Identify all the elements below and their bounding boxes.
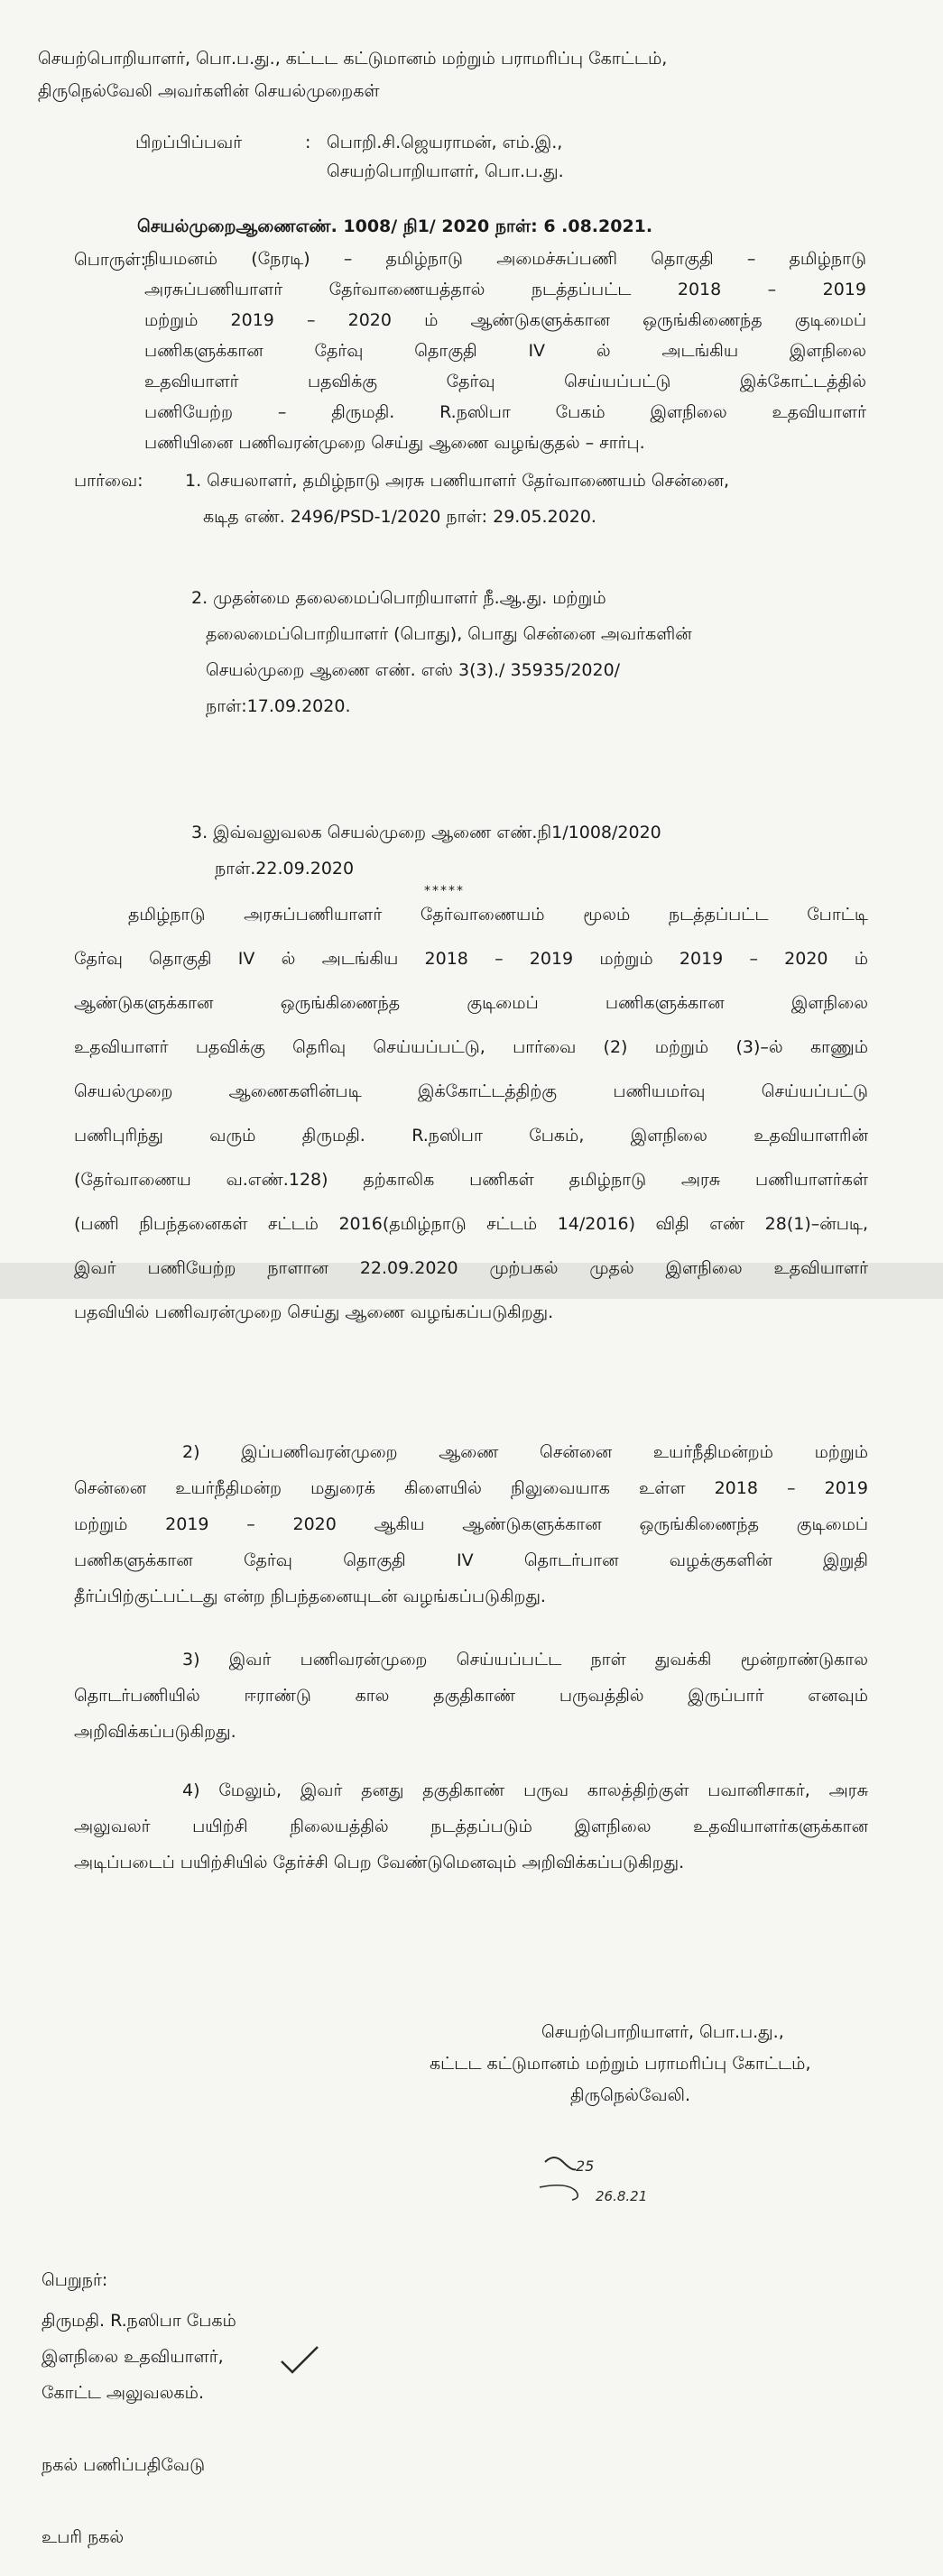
subject-line: உதவியாளர் பதவிக்கு தேர்வு செய்யப்பட்டு இக்கோட்டத்தில் <box>144 372 866 391</box>
recipient-office: கோட்ட அலுவலகம். <box>42 2383 204 2403</box>
section-separator: ***** <box>424 884 465 898</box>
paragraph-4 <box>74 1772 868 1881</box>
para3-line: அறிவிக்கப்படுகிறது. <box>74 1722 236 1742</box>
para4-line: அடிப்படைப் பயிற்சியில் தேர்ச்சி பெற வேண்டுமெனவும் அறிவிக்கப்படுகிறது. <box>74 1853 685 1872</box>
office-header-line2: திருநெல்வேலி அவர்களின் செயல்முறைகள் <box>38 81 380 101</box>
reference-2-line2: தலைமைப்பொறியாளர் (பொது), பொது சென்னை அவர்களின் <box>206 624 692 644</box>
para4-line: அலுவலர் பயிற்சி நிலையத்தில் நடத்தப்படும் இளநிலை உதவியாளர்களுக்கான <box>74 1817 868 1836</box>
issuer-designation: செயற்பொறியாளர், பொ.ப.து. <box>327 161 564 181</box>
reference-2-line1: 2. முதன்மை தலைமைப்பொறியாளர் நீ.ஆ.து. மற்றும் <box>191 588 606 608</box>
issuer-label: பிறப்பிப்பவர் <box>135 133 243 152</box>
subject-line: பணிகளுக்கான தேர்வு தொகுதி IV ல் அடங்கிய இளநிலை <box>144 341 866 361</box>
order-number: செயல்முறைஆணைஎண். 1008/ நி1/ 2020 நாள்: 6 .08.2021. <box>137 216 653 236</box>
body-line: பதவியில் பணிவரன்முறை செய்து ஆணை வழங்கப்படுகிறது. <box>74 1302 554 1322</box>
reference-2-line3: செயல்முறை ஆணை எண். எஸ் 3(3)./ 35935/2020/ <box>206 660 621 680</box>
handwritten-signature <box>540 2151 684 2214</box>
body-line: (தேர்வாணைய வ.எண்.128) தற்காலிக பணிகள் தமிழ்நாடு அரசு பணியாளர்கள் <box>74 1170 868 1190</box>
signature-division: கட்டட கட்டுமானம் மற்றும் பராமரிப்பு கோட்டம், <box>430 2054 811 2074</box>
issuer-separator: : <box>305 133 311 152</box>
recipient-label: பெறுநர்: <box>42 2270 108 2290</box>
subject-text <box>144 244 866 458</box>
signature-place: திருநெல்வேலி. <box>570 2085 690 2105</box>
reference-1-line2: கடித எண். 2496/PSD-1/2020 நாள்: 29.05.2020. <box>203 507 596 527</box>
body-paragraph <box>74 893 868 1335</box>
subject-line: நியமனம் (நேரடி) – தமிழ்நாடு அமைச்சுப்பணி தொகுதி – தமிழ்நாடு <box>144 249 866 269</box>
reference-1-line1: 1. செயலாளர், தமிழ்நாடு அரசு பணியாளர் தேர்வாணையம் சென்னை, <box>185 471 730 491</box>
body-line: செயல்முறை ஆணைகளின்படி இக்கோட்டத்திற்கு பணியமர்வு செய்யப்பட்டு <box>74 1081 868 1101</box>
para3-line: தொடர்பணியில் ஈராண்டு கால தகுதிகாண் பருவத்தில் இருப்பார் எனவும் <box>74 1686 868 1706</box>
copy-to: நகல் பணிப்பதிவேடு <box>42 2455 206 2475</box>
para2-line: பணிகளுக்கான தேர்வு தொகுதி IV தொடர்பான வழக்குகளின் இறுதி <box>74 1550 868 1570</box>
recipient-name: திருமதி. R.நஸிபா பேகம் <box>42 2311 236 2331</box>
para2-line: 2) இப்பணிவரன்முறை ஆணை சென்னை உயர்நீதிமன்றம் மற்றும் <box>182 1442 868 1462</box>
office-header-line1: செயற்பொறியாளர், பொ.ப.து., கட்டட கட்டுமானம் மற்றும் பராமரிப்பு கோட்டம், <box>38 49 668 69</box>
subject-line: பணியேற்ற – திருமதி. R.நஸிபா பேகம் இளநிலை உதவியாளர் <box>144 402 866 422</box>
para2-line: மற்றும் 2019 – 2020 ஆகிய ஆண்டுகளுக்கான ஒருங்கிணைந்த குடிமைப் <box>74 1514 868 1534</box>
subject-label: பொருள்: <box>74 250 147 270</box>
body-line: தமிழ்நாடு அரசுப்பணியாளர் தேர்வாணையம் மூலம் நடத்தப்பட்ட போட்டி <box>128 905 868 925</box>
paragraph-3 <box>74 1642 868 1750</box>
body-line: (பணி நிபந்தனைகள் சட்டம் 2016(தமிழ்நாடு சட்டம் 14/2016) விதி எண் 28(1)–ன்படி, <box>74 1214 868 1234</box>
copy-spare: உபரி நகல் <box>42 2527 125 2547</box>
reference-3-line2: நாள்.22.09.2020 <box>215 859 355 879</box>
body-line: இவர் பணியேற்ற நாளான 22.09.2020 முற்பகல் முதல் இளநிலை உதவியாளர் <box>74 1258 868 1278</box>
signature-date: 26.8.21 <box>596 2188 648 2204</box>
para2-line: தீர்ப்பிற்குட்பட்டது என்ற நிபந்தனையுடன் வழங்கப்படுகிறது. <box>74 1587 546 1606</box>
para4-line: 4) மேலும், இவர் தனது தகுதிகாண் பருவ காலத்திற்குள் பவானிசாகர், அரசு <box>182 1780 868 1800</box>
reference-label: பார்வை: <box>74 471 143 491</box>
reference-3-line1: 3. இவ்வலுவலக செயல்முறை ஆணை எண்.நி1/1008/2020 <box>191 823 661 842</box>
body-line: பணிபுரிந்து வரும் திருமதி. R.நஸிபா பேகம், இளநிலை உதவியாளரின் <box>74 1126 868 1145</box>
para2-line: சென்னை உயர்நீதிமன்ற மதுரைக் கிளையில் நிலுவையாக உள்ள 2018 – 2019 <box>74 1478 868 1498</box>
body-line: உதவியாளர் பதவிக்கு தெரிவு செய்யப்பட்டு, பார்வை (2) மற்றும் (3)–ல் காணும் <box>74 1037 868 1057</box>
signature-initials: 25 <box>576 2157 595 2175</box>
body-line: தேர்வு தொகுதி IV ல் அடங்கிய 2018 – 2019 மற்றும் 2019 – 2020 ம் <box>74 949 868 969</box>
issuer-name: பொறி.சி.ஜெயராமன், எம்.இ., <box>327 133 563 152</box>
subject-line: அரசுப்பணியாளர் தேர்வாணையத்தால் நடத்தப்பட்ட 2018 – 2019 <box>144 280 866 299</box>
paragraph-2 <box>74 1434 868 1615</box>
recipient-designation: இளநிலை உதவியாளர், <box>42 2347 224 2367</box>
body-line: ஆண்டுகளுக்கான ஒருங்கிணைந்த குடிமைப் பணிகளுக்கான இளநிலை <box>74 993 868 1013</box>
subject-line: பணியினை பணிவரன்முறை செய்து ஆணை வழங்குதல் – சார்பு. <box>144 433 645 453</box>
check-mark-icon <box>280 2345 319 2378</box>
signature-designation: செயற்பொறியாளர், பொ.ப.து., <box>541 2022 784 2042</box>
subject-line: மற்றும் 2019 – 2020 ம் ஆண்டுகளுக்கான ஒருங்கிணைந்த குடிமைப் <box>144 310 866 330</box>
reference-2-line4: நாள்:17.09.2020. <box>206 696 351 716</box>
para3-line: 3) இவர் பணிவரன்முறை செய்யப்பட்ட நாள் துவக்கி மூன்றாண்டுகால <box>182 1650 868 1670</box>
